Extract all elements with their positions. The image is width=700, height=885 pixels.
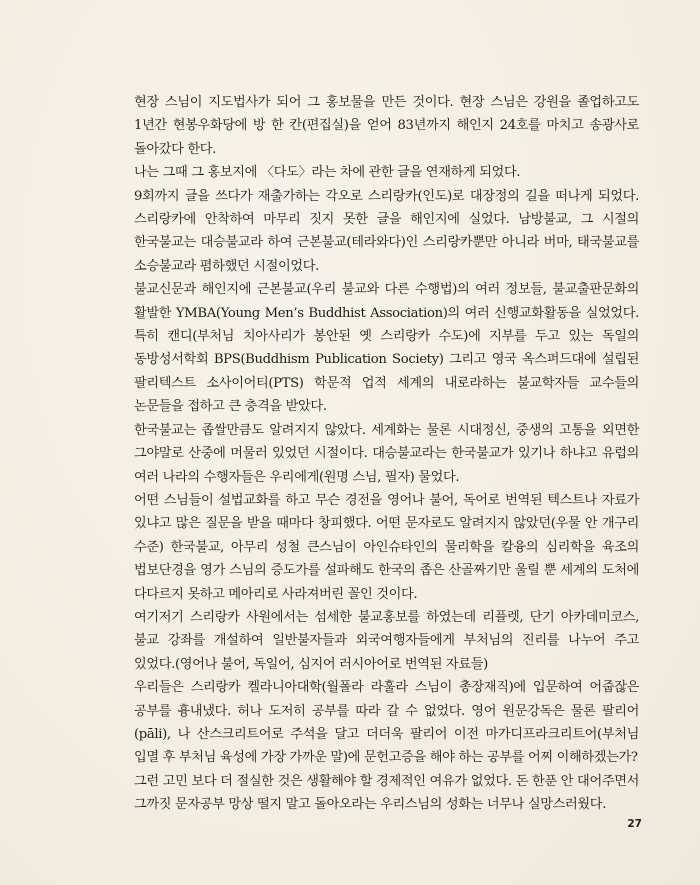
page-number: 27 (627, 818, 642, 830)
body-text (134, 91, 639, 817)
paragraph-8: 우리들은 스리랑카 켈라니아대학(월폴라 라훌라 스님이 총장재직)에 입문하여 어줍잖은 공부를 흉내냈다. 허나 도저히 공부를 따라 갈 수 없었다. 영어 원문강독은 물론 팔리어(pāli), 나 산스크리트어로 주석을 달고 더더욱 팔리어 이전 마가디프라크리트어(부처님 입멸 후 부처님 육성에 가장 가까운 말)에 문헌고증을 해야 하는 공부를 어찌 이해하겠는가? (134, 680, 639, 766)
paragraph-7: 여기저기 스리랑카 사원에서는 섬세한 불교홍보를 하였는데 리플렛, 단기 아카데미코스, 불교 강좌를 개설하여 일반불자들과 외국여행자들에게 부처님의 진리를 나누어 주고 있었다.(영어나 불어, 독일어, 심지어 러시아어로 번역된 자료들) (134, 609, 639, 672)
paragraph-5: 한국불교는 좁쌀만큼도 알려지지 않았다. 세계화는 물론 시대정신, 중생의 고통을 외면한 그야말로 산중에 머물러 있었던 시절이다. 대승불교라는 한국불교가 있기나 하냐고 유럽의 여러 나라의 수행자들은 우리에게(원명 스님, 필자) 물었다. (134, 422, 639, 485)
paragraph-1: 현장 스님이 지도법사가 되어 그 홍보물을 만든 것이다. 현장 스님은 강원을 졸업하고도 1년간 현봉우화당에 방 한 칸(편집실)을 얻어 83년까지 해인지 24호를 마치고 송광사로 돌아갔다 한다. (134, 95, 639, 157)
paragraph-9: 그런 고민 보다 더 절실한 것은 생활해야 할 경제적인 여유가 없었다. 돈 한푼 안 대어주면서 그까짓 문자공부 망상 떨지 말고 돌아오라는 우리스님의 성화는 너무나 실망스러웠다. (134, 773, 639, 813)
paragraph-4: 불교신문과 해인지에 근본불교(우리 불교와 다른 수행법)의 여러 정보들, 불교출판문화의 활발한 YMBA(Young Men’s Buddhist Association)의 여러 신행교화활동을 실었었다. 특히 캔디(부처님 치아사리가 봉안된 옛 스리랑카 수도)에 지부를 두고 있는 독일의 동방성서학회 BPS(Buddhism Publication Society) 그리고 영국 옥스퍼드대에 설립된 팔리텍스트 소사이어티(PTS) 학문적 업적 세계의 내로라하는 불교학자들 교수들의 논문들을 접하고 큰 충격을 받았다. (134, 282, 639, 415)
paragraph-2: 나는 그때 그 홍보지에 〈다도〉라는 차에 관한 글을 연재하게 되었다. (134, 165, 521, 181)
paragraph-6: 어떤 스님들이 설법교화를 하고 무슨 경전을 영어나 불어, 독어로 번역된 텍스트나 자료가 있냐고 많은 질문을 받을 때마다 창피했다. 어떤 문자로도 알려지지 않았던(우물 안 개구리 수준) 한국불교, 아무리 성철 큰스님이 아인슈타인의 물리학을 칼융의 심리학을 육조의 법보단경을 영가 스님의 증도가를 설파해도 한국의 좁은 산골짜기만 울릴 뿐 세계의 도처에 다다르지 못하고 메아리로 사라져버린 꼴인 것이다. (134, 492, 640, 602)
paragraph-3: 9회까지 글을 쓰다가 재출가하는 각오로 스리랑카(인도)로 대장정의 길을 떠나게 되었다. 스리랑카에 안착하여 마무리 짓지 못한 글을 해인지에 실었다. 남방불교, 그 시절의 한국불교는 대승불교라 하여 근본불교(테라와다)인 스리랑카뿐만 아니라 버마, 태국불교를 소승불교라 폄하했던 시절이었다. (134, 188, 639, 274)
